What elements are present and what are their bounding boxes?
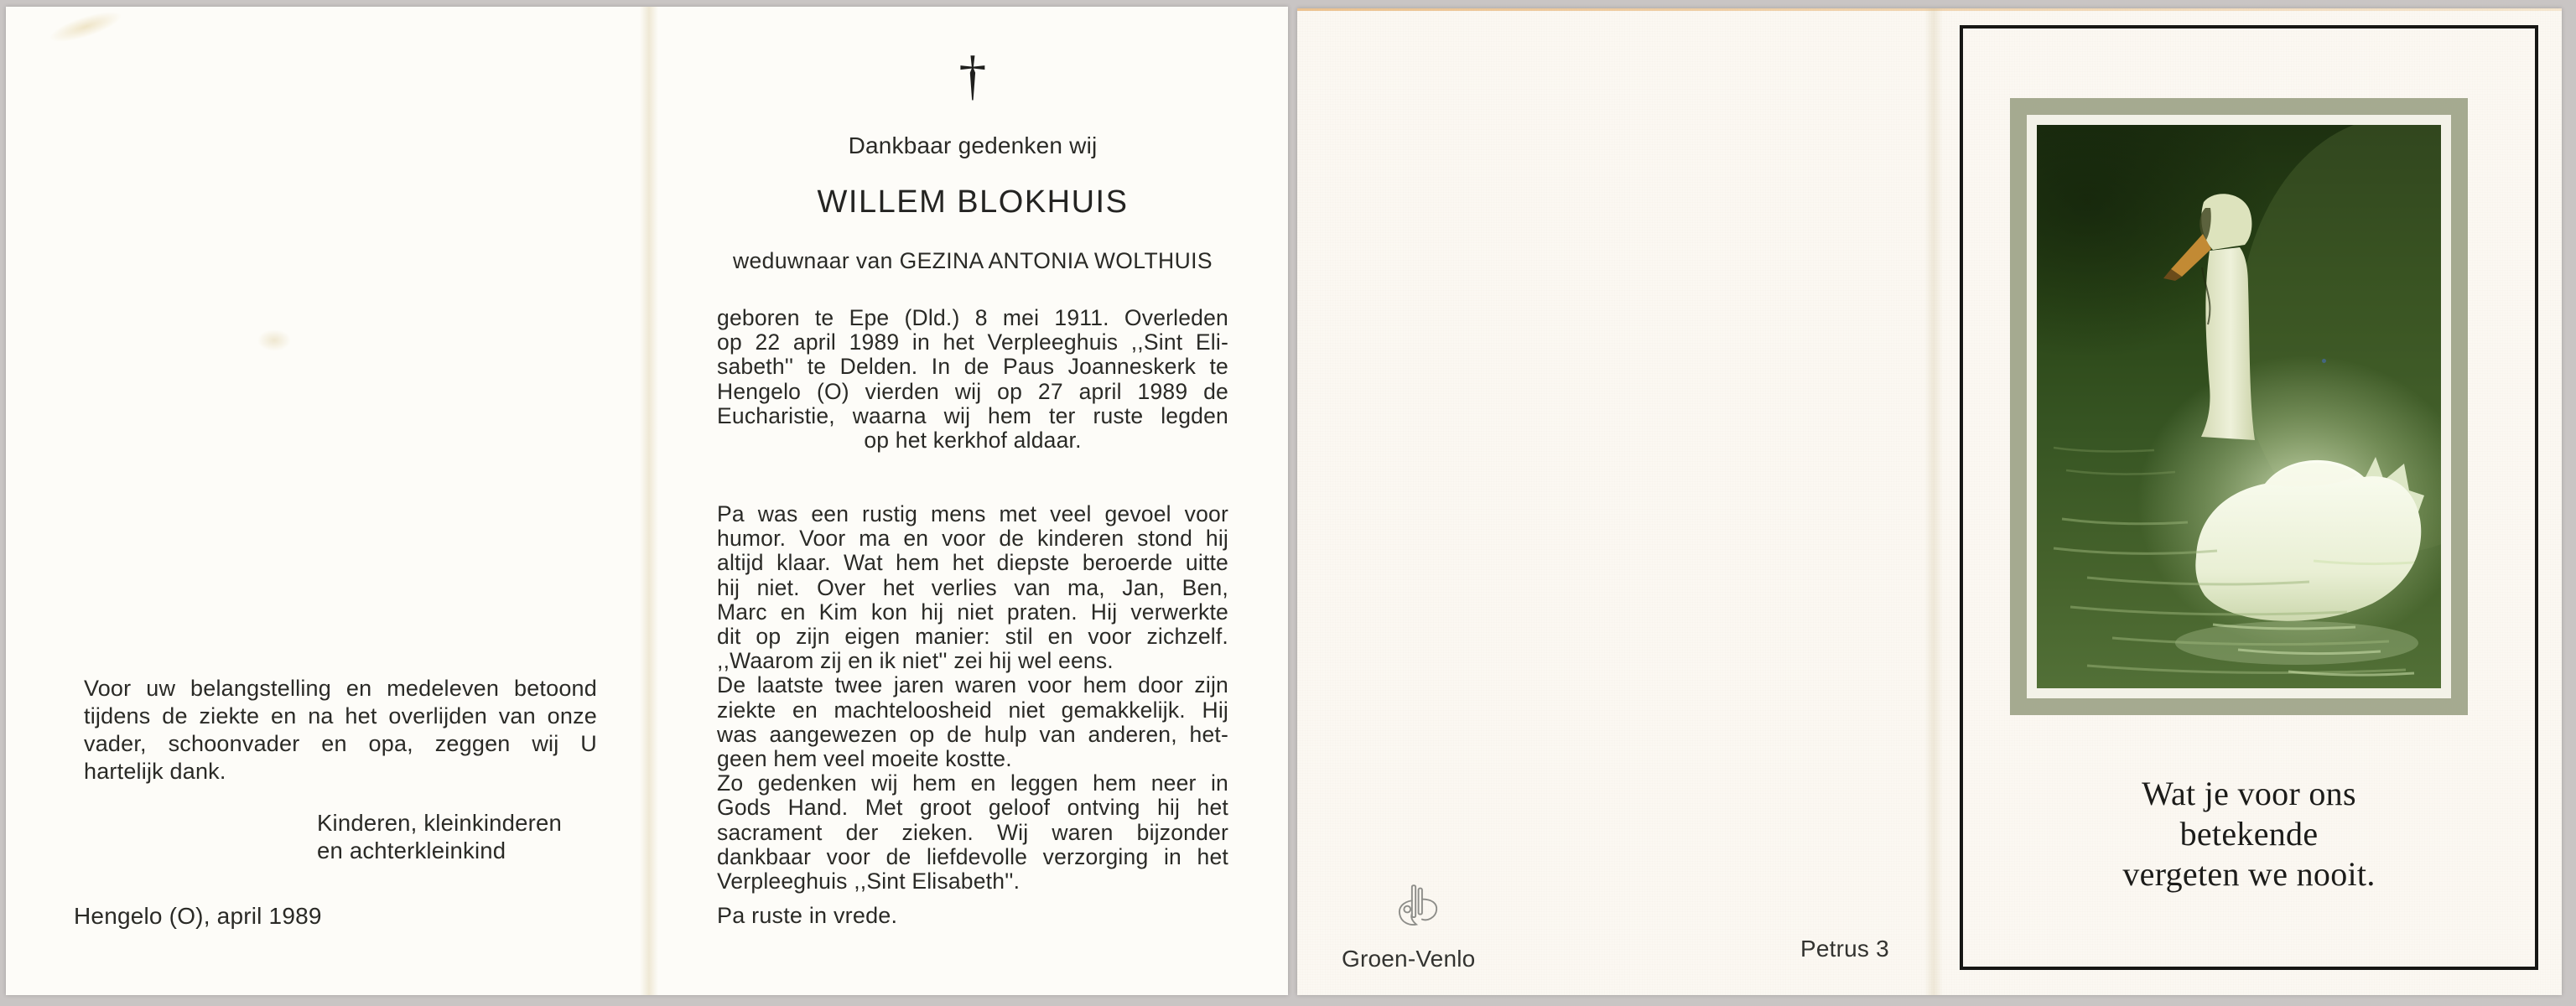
printer-monogram-icon <box>1390 881 1442 933</box>
memory-paragraph: Pa was een rustig mens met veel gevoel voor humor. Voor ma en voor de kinderen stond hij altijd klaar. Wat hem het diepste beroerde uitte hij niet. Over het verlies van ma, Jan, Ben, Marc en Kim kon hij niet praten. Hij verwerkte dit op zijn eigen manier: stil en voor zichzelf. ,,Waarom zij en ik niet'' zei hij wel eens. De laatste twee jaren waren voor hem door zijn ziekte en machteloosheid niet gemakkelijk. Hij was aangewezen op de hulp van anderen, het- geen hem veel moeite kostte. Zo gedenken wij hem en leggen hem neer in Gods Hand. Met groot geloof ontving hij het sacrament der zieken. Wij waren bijzonder dankbaar voor de liefdevolle verzorging in het Verpleeghuis ,,Sint Elisabeth''. <box>717 501 1228 895</box>
thanks-paragraph: Voor uw belangstelling en medeleven betoond tijdens de ziekte en na het overlijden van onze vader, schoonvader en opa, zeggen wij U hartelijk dank. <box>84 676 597 784</box>
scan-speck <box>2322 359 2326 363</box>
right-card <box>1297 8 2562 995</box>
paper-stain <box>257 329 291 351</box>
card-fold <box>1924 8 1943 995</box>
intro-line: Dankbaar gedenken wij <box>848 132 1098 158</box>
photo-inner-mat <box>2027 115 2451 698</box>
printer-name: Groen-Venlo <box>1342 946 1476 972</box>
cross-icon: † <box>958 45 987 106</box>
paper-stain <box>46 6 124 49</box>
card-fold <box>640 7 658 995</box>
closing-line: Pa ruste in vrede. <box>717 903 898 928</box>
place-date: Hengelo (O), april 1989 <box>74 903 322 929</box>
spouse-line: weduwnaar van GEZINA ANTONIA WOLTHUIS <box>733 248 1213 273</box>
swan-photo <box>2037 125 2441 688</box>
cover-quote: Wat je voor ons betekende vergeten we nooit. <box>2122 775 2376 893</box>
series-label: Petrus 3 <box>1800 936 1889 962</box>
left-card <box>6 7 1288 995</box>
signature-lines: Kinderen, kleinkinderen en achterkleinkind <box>317 810 563 863</box>
life-paragraph: geboren te Epe (Dld.) 8 mei 1911. Overleden op 22 april 1989 in het Verpleeghuis ,,Sint Eli- sabeth'' te Delden. In de Paus Joanneskerk te Hengelo (O) vierden wij op 27 april 1989 de Eucharistie, waarna wij hem ter ruste legden op het kerkhof aldaar. <box>717 305 1228 454</box>
deceased-name: WILLEM BLOKHUIS <box>817 184 1129 220</box>
photo-mat <box>2010 98 2468 715</box>
